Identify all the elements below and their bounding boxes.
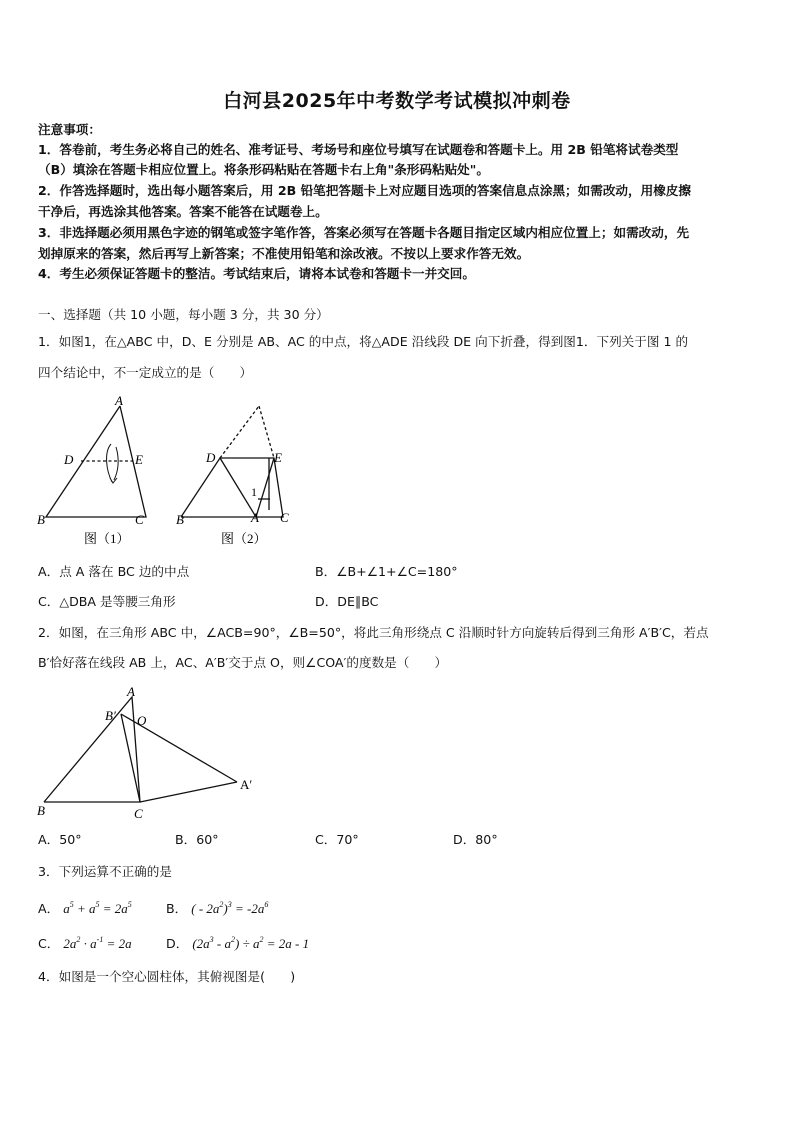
label-c: C [135, 512, 144, 527]
q2-figure [30, 684, 270, 824]
question-4-stem: 4．如图是一个空心圆柱体，其俯视图是( ) [38, 969, 296, 984]
q1-option-d: D．DE∥BC [315, 594, 379, 609]
label-c: C [280, 510, 289, 525]
note-line: 3．非选择题必须用黑色字迹的钢笔或签字笔作答，答案必须写在答题卡各题目指定区域内相应位置上；如需改动，先 [38, 225, 690, 240]
label-d: D [206, 450, 216, 465]
section-heading: 一、选择题（共 10 小题，每小题 3 分，共 30 分） [38, 307, 329, 322]
question-2-line: 2．如图，在三角形 ABC 中，∠ACB=90°，∠B=50°，将此三角形绕点 C 沿顺时针方向旋转后得到三角形 A′B′C，若点 [38, 625, 709, 640]
label-b: B [176, 512, 184, 527]
q3-option-c-formula: $2a^2 \cdot a^{-1} = 2a$ [63, 935, 132, 951]
q1-option-c: C．△DBA 是等腰三角形 [38, 594, 176, 609]
label-b: B [37, 803, 45, 818]
question-3-stem: 3．下列运算不正确的是 [38, 864, 172, 879]
notes-heading: 注意事项： [38, 122, 101, 137]
note-line: 4．考生必须保证答题卡的整洁。考试结束后，请将本试卷和答题卡一并交回。 [38, 266, 475, 281]
q2-option-a: A．50° [38, 832, 82, 847]
q3-option-c [38, 934, 132, 954]
label-a: A [127, 684, 135, 699]
q3-option-b [166, 899, 268, 919]
label-o: O [137, 713, 147, 728]
label-e: E [135, 452, 143, 467]
figure-1-caption: 图（1） [84, 531, 130, 546]
label-b-prime: B′ [105, 708, 116, 723]
q2-option-b: B．60° [175, 832, 219, 847]
label-angle-1: 1 [251, 485, 257, 499]
q3-option-d-formula: $(2a^3 - a^2) \div a^2 = 2a - 1$ [192, 935, 310, 951]
page-title: 白河县2025年中考数学考试模拟冲刺卷 [223, 90, 571, 112]
label-d: D [64, 452, 74, 467]
note-line: 1．答卷前，考生务必将自己的姓名、准考证号、考场号和座位号填写在试题卷和答题卡上。用 2B 铅笔将试卷类型 [38, 142, 679, 157]
label-e: E [274, 450, 282, 465]
q3-option-b-formula: ( - $2a^2)^3 = -2a^6$ [191, 900, 269, 916]
note-line: （B）填涂在答题卡相应位置上。将条形码粘贴在答题卡右上角"条形码粘贴处"。 [38, 162, 489, 177]
label-b: B [37, 512, 45, 527]
option-label: C． [38, 936, 60, 951]
option-label: B． [166, 901, 188, 916]
note-line: 划掉原来的答案，然后再写上新答案；不准使用铅笔和涂改液。不按以上要求作答无效。 [38, 246, 530, 261]
option-label: A． [38, 901, 60, 916]
note-line: 2．作答选择题时，选出每小题答案后，用 2B 铅笔把答题卡上对应题目选项的答案信息点涂黑；如需改动，用橡皮擦 [38, 183, 691, 198]
q1-figures [34, 392, 304, 552]
question-1-line: 1．如图1，在△ABC 中，D、E 分别是 AB、AC 的中点，将△ADE 沿线段 DE 向下折叠，得到图1．下列关于图 1 的 [38, 334, 689, 349]
question-1-line: 四个结论中，不一定成立的是（ ） [38, 365, 253, 380]
figure-2-caption: 图（2） [221, 531, 267, 546]
q2-option-c: C．70° [315, 832, 359, 847]
label-a-prime: A′ [240, 777, 253, 792]
note-line: 干净后，再选涂其他答案。答案不能答在试题卷上。 [38, 204, 328, 219]
q3-option-a-formula: $a^5 + a^5 = 2a^5$ [63, 900, 132, 916]
option-label: D． [166, 936, 189, 951]
label-c: C [134, 806, 143, 821]
q1-figure-1 [46, 406, 146, 517]
q3-option-a [38, 899, 132, 919]
label-a: A [251, 510, 259, 525]
q1-option-b: B．∠B+∠1+∠C=180° [315, 564, 458, 579]
q1-figure-2 [181, 406, 283, 517]
q3-option-d [166, 934, 309, 954]
label-a: A [115, 393, 123, 408]
question-2-line: B′恰好落在线段 AB 上，AC、A′B′交于点 O，则∠COA′的度数是（ ） [38, 655, 448, 670]
q2-option-d: D．80° [453, 832, 498, 847]
q1-option-a: A．点 A 落在 BC 边的中点 [38, 564, 190, 579]
